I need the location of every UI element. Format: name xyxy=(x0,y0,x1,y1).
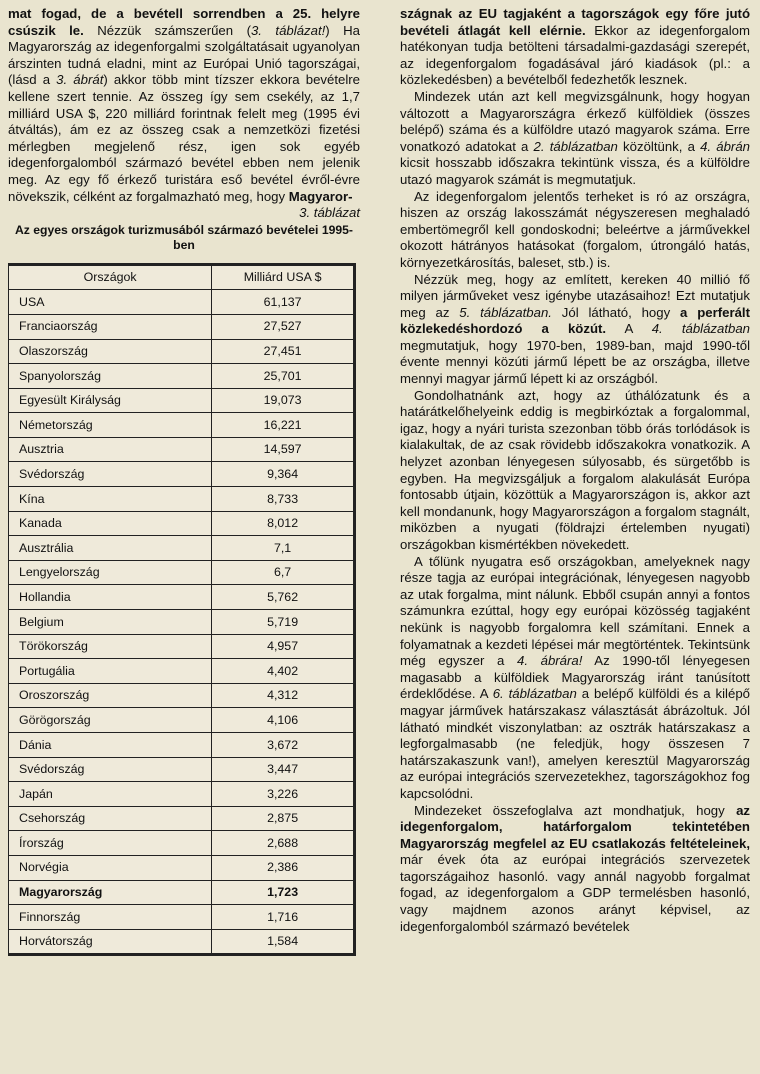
text-run: kicsit hosszabb időszakra tekintünk vissza, és a külföldre utazó magyarok számát is megmutatjuk. xyxy=(400,155,750,187)
text-run: közöltünk, a xyxy=(617,138,701,154)
revenue-cell: 8,733 xyxy=(212,487,354,512)
country-cell: Egyesült Királyság xyxy=(9,388,212,413)
revenue-cell: 3,226 xyxy=(212,782,354,807)
header-revenue: Milliárd USA $ xyxy=(212,265,354,290)
body-paragraph xyxy=(400,388,750,554)
text-run: ) akkor több mint tízszer ekkora bevételre kellene szert tennie. Az összeg így sem csekély, az 1,7 milliárd USA $, 220 milliárd forintnak felelt meg (1995 évi átváltás), ám ez az összeg csak a nemzetközi fizetési mérlegben megjelenő rész, igen sok egyéb idegenforgalomból származó bevétel ebben nem jelenik meg. Az egy fő érkező turistára eső bevétel évről-évre növekszik, célként az forgalmazható meg, hogy xyxy=(8,72,360,204)
table-row xyxy=(9,585,354,610)
country-cell: Hollandia xyxy=(9,585,212,610)
bold-text-run: Magyaror- xyxy=(288,188,353,204)
revenue-cell: 7,1 xyxy=(212,536,354,561)
table-row xyxy=(9,683,354,708)
text-run: Jól látható, hogy xyxy=(551,304,681,320)
text-run: Gondolhatnánk azt, hogy az úthálózatunk és a határátkelőhelyeink eddig is megbirkóztak a forgalommal, igaz, hogy a nyári turista szezonban több órás torlódások is kialakultak, de az csak rövidebb időszakokra vonatkozik. A helyzet azonban lényegesen súlyosabb, és sürgetőbb is egyben. Ha megvizsgáljuk a forgalom alakulását Európa fontosabb útjain, közöttük a Magyarországon is, akkor azt kell mondanunk, hogy Magyarországon a forgalom stagnált, miközben a nyugati (földrajzi értelemben nyugati) országokban kismértékben növekedett. xyxy=(400,387,750,552)
country-cell: Japán xyxy=(9,782,212,807)
table-reference: 3. táblázat xyxy=(299,205,360,221)
revenue-cell: 19,073 xyxy=(212,388,354,413)
table-body xyxy=(9,290,354,954)
country-cell: Svédország xyxy=(9,757,212,782)
table-row xyxy=(9,388,354,413)
body-paragraph xyxy=(400,189,750,272)
revenue-cell: 27,451 xyxy=(212,339,354,364)
table-row xyxy=(9,757,354,782)
text-run: már évek óta az európai integrációs szervezetek tagországaihoz hasonló. vagy annál nagyobb forgalmat fogad, az idegenforgalom a GDP termelésben hasonló, vagy majdnem azonos arányt képvisel, az idegenforgalomból származó bevételek xyxy=(400,852,750,934)
country-cell: Németország xyxy=(9,413,212,438)
table-row xyxy=(9,560,354,585)
country-cell: Svédország xyxy=(9,462,212,487)
table-row xyxy=(9,339,354,364)
text-run: a belépő külföldi és a kilépő magyar járművek határszakasz választását ábrázoltuk. Jól látható mindkét viszonylatban: az osztrák határszakasz a legforgalmasabb (ne feledjük, hogy összesen 7 határszakaszunk van!), amelyen keresztül Magyarország az európai integrációs szervezetekhez, tagországokhoz fog kapcsolódni. xyxy=(400,686,750,801)
country-cell: Ausztrália xyxy=(9,536,212,561)
header-countries: Országok xyxy=(9,265,212,290)
country-cell: Magyarország xyxy=(9,880,212,905)
body-paragraph xyxy=(400,272,750,388)
left-column xyxy=(8,6,360,961)
italic-text-run: 4. táblázatban xyxy=(651,321,751,337)
revenue-table xyxy=(8,265,354,955)
text-run: A xyxy=(606,321,652,337)
body-paragraph xyxy=(400,554,750,803)
country-cell: Csehország xyxy=(9,806,212,831)
revenue-cell: 2,875 xyxy=(212,806,354,831)
text-run: Nézzük meg, hogy az említett, kereken 40 millió fő milyen járműveket vesz igénybe utazásaihoz! Ezt mutatjuk meg az xyxy=(400,271,750,320)
country-cell: Oroszország xyxy=(9,683,212,708)
table-row xyxy=(9,437,354,462)
revenue-cell: 1,723 xyxy=(212,880,354,905)
bold-text-run: az idegenforgalom, határforgalom tekintetében Magyarország megfelel az EU csatlakozás feltételeinek, xyxy=(400,802,750,851)
body-paragraph xyxy=(400,89,750,189)
bold-text-run: a perferált közlekedéshordozó a közút. xyxy=(400,304,750,337)
country-cell: USA xyxy=(9,290,212,315)
revenue-cell: 6,7 xyxy=(212,560,354,585)
country-cell: Belgium xyxy=(9,610,212,635)
italic-text-run: 3. táblázat! xyxy=(250,22,326,38)
table-row xyxy=(9,610,354,635)
table-row xyxy=(9,487,354,512)
revenue-cell: 4,957 xyxy=(212,634,354,659)
left-intro-paragraph xyxy=(8,6,360,205)
text-run: Mindezek után azt kell megvizsgálnunk, hogy hogyan változott a Magyarországra érkező külföldiek (összes belépő) száma és a külföldre utazó magyarok száma. Erre vonatkozó adatokat a xyxy=(400,88,750,154)
italic-text-run: 3. ábrát xyxy=(56,72,104,88)
country-cell: Kína xyxy=(9,487,212,512)
country-cell: Ausztria xyxy=(9,437,212,462)
table-row xyxy=(9,536,354,561)
country-cell: Franciaország xyxy=(9,314,212,339)
revenue-cell: 25,701 xyxy=(212,364,354,389)
country-cell: Lengyelország xyxy=(9,560,212,585)
table-row xyxy=(9,929,354,954)
right-column xyxy=(400,6,750,935)
revenue-cell: 27,527 xyxy=(212,314,354,339)
revenue-cell: 2,688 xyxy=(212,831,354,856)
country-cell: Horvátország xyxy=(9,929,212,954)
text-run: Ekkor az idegenforgalom hatékonyan tudja betölteni társadalmi-gazdasági szerepét, az idegenforgalom fogadásával járó kiadások (pl.: a közlekedésben) a bevételből fedezhetők lesznek. xyxy=(400,22,750,88)
text-run: ) Ha Magyarország az idegenforgalmi szolgáltatásait ugyanolyan árszinten tudná eladni, mint az Európai Unió tagországai, (lásd a xyxy=(8,22,361,88)
italic-text-run: 2. táblázatban xyxy=(533,138,618,154)
revenue-cell: 4,106 xyxy=(212,708,354,733)
body-paragraph xyxy=(400,6,750,89)
text-run: Mindezeket összefoglalva azt mondhatjuk, hogy xyxy=(414,802,737,818)
revenue-cell: 2,386 xyxy=(212,855,354,880)
table-row xyxy=(9,880,354,905)
revenue-cell: 8,012 xyxy=(212,511,354,536)
country-cell: Kanada xyxy=(9,511,212,536)
revenue-cell: 16,221 xyxy=(212,413,354,438)
revenue-table-frame xyxy=(8,263,356,957)
table-row xyxy=(9,806,354,831)
table-row xyxy=(9,364,354,389)
revenue-cell: 14,597 xyxy=(212,437,354,462)
revenue-cell: 3,672 xyxy=(212,733,354,758)
table-row xyxy=(9,290,354,315)
table-header-row xyxy=(9,265,354,290)
italic-text-run: 6. táblázatban xyxy=(492,686,577,702)
country-cell: Finnország xyxy=(9,905,212,930)
text-run: megmutatjuk, hogy 1970-ben, 1989-ban, majd 1990-től évente mennyi közúti jármű lépett be az országba, illetve mennyi magyar jármű lépett ki az országból. xyxy=(400,337,750,387)
country-cell: Portugália xyxy=(9,659,212,684)
revenue-cell: 5,719 xyxy=(212,610,354,635)
country-cell: Írország xyxy=(9,831,212,856)
country-cell: Spanyolország xyxy=(9,364,212,389)
revenue-cell: 4,402 xyxy=(212,659,354,684)
italic-text-run: 5. táblázatban. xyxy=(459,304,552,320)
country-cell: Norvégia xyxy=(9,855,212,880)
revenue-cell: 4,312 xyxy=(212,683,354,708)
italic-text-run: 4. ábrán xyxy=(700,138,750,154)
table-row xyxy=(9,905,354,930)
table-row xyxy=(9,462,354,487)
text-run: A tőlünk nyugatra eső országokban, amelyeknek nagy része tagja az európai integrációnak, lényegesen nagyobb az utak forgalma, mint nálunk. Ebből csupán annyi a fontos számunkra ezúttal, hogy egy európai közösség tagjaként nekünk is nagyobb forgalomra kell számítani. Ennek a folyamatnak a kezdeti lépései már megtörténtek. Tekintsünk még egyszer a xyxy=(400,553,750,669)
country-cell: Törökország xyxy=(9,634,212,659)
revenue-cell: 3,447 xyxy=(212,757,354,782)
table-row xyxy=(9,511,354,536)
revenue-cell: 5,762 xyxy=(212,585,354,610)
body-paragraph xyxy=(400,803,750,936)
revenue-cell: 1,716 xyxy=(212,905,354,930)
country-cell: Görögország xyxy=(9,708,212,733)
italic-text-run: 4. ábrára! xyxy=(517,653,583,669)
table-row xyxy=(9,733,354,758)
text-run: Az 1990-től lényegesen magasabb a külföldiek Magyarország iránt tanúsított érdeklődése. A xyxy=(400,653,750,702)
revenue-cell: 1,584 xyxy=(212,929,354,954)
table-row xyxy=(9,708,354,733)
table-row xyxy=(9,855,354,880)
table-row xyxy=(9,413,354,438)
bold-text-run: mat fogad, de a bevétell sorrendben a 25. helyre csúszik le. xyxy=(8,6,360,38)
table-row xyxy=(9,831,354,856)
bold-text-run: szágnak az EU tagjaként a tagországok egy főre jutó bevételi átlagát kell elérnie. xyxy=(400,6,750,38)
table-title: Az egyes országok turizmusából származó bevételei 1995-ben xyxy=(15,222,353,252)
revenue-cell: 9,364 xyxy=(212,462,354,487)
table-row xyxy=(9,659,354,684)
table-row xyxy=(9,634,354,659)
table-row xyxy=(9,782,354,807)
revenue-cell: 61,137 xyxy=(212,290,354,315)
text-run: Az idegenforgalom jelentős terheket is ró az országra, hiszen az ország lakosszámát négyszeresen meghaladó embertömegről kell gondoskodni; beleértve a járművekkel okozott hátrányos hatásokat (forgalom, útrongáló hatás, környezetkárosítás, baleset, stb.) is. xyxy=(400,188,750,270)
country-cell: Olaszország xyxy=(9,339,212,364)
text-run: Nézzük számszerűen ( xyxy=(83,22,251,38)
table-row xyxy=(9,314,354,339)
country-cell: Dánia xyxy=(9,733,212,758)
